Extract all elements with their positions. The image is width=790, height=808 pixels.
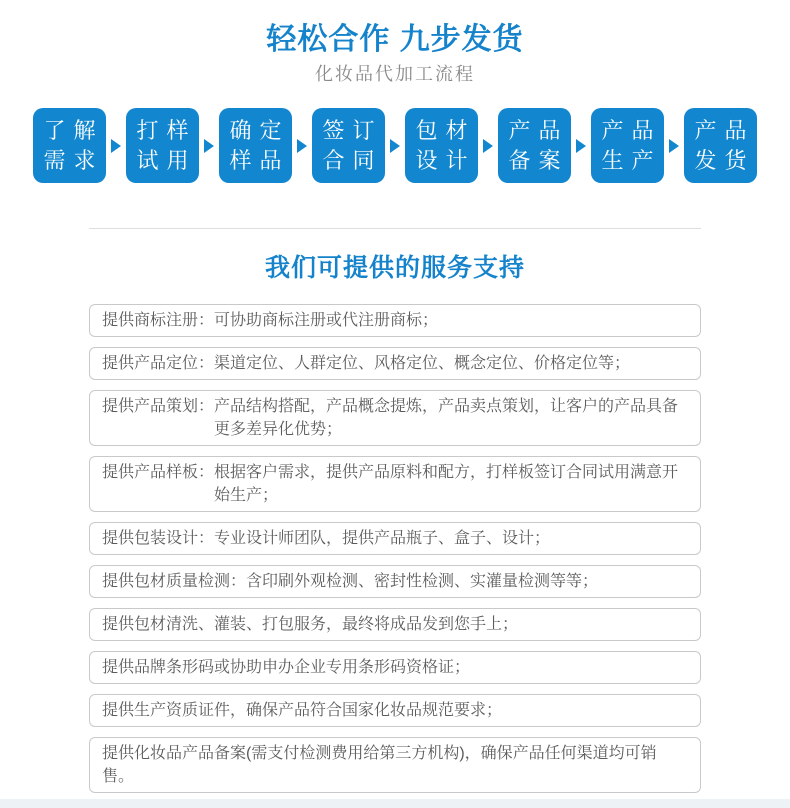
service-item xyxy=(89,694,701,727)
flow-step-5 xyxy=(405,108,478,183)
section-divider xyxy=(89,228,701,229)
service-item-text: 专业设计师团队，提供产品瓶子、盒子、设计； xyxy=(214,530,551,547)
arrow-right-icon xyxy=(111,139,121,153)
flow-step-text: 确定 xyxy=(229,117,290,143)
flow-step-text: 备案 xyxy=(508,147,569,173)
flow-step-8 xyxy=(684,108,757,183)
flow-step-text: 设计 xyxy=(415,147,476,173)
flow-step-7 xyxy=(591,108,664,183)
service-item xyxy=(89,522,701,555)
arrow-right-icon xyxy=(297,139,307,153)
service-item-label: 提供商标注册： xyxy=(102,312,215,329)
arrow-right-icon xyxy=(576,139,586,153)
services-list xyxy=(89,304,701,793)
service-item-text: 提供生产资质证件，确保产品符合国家化妆品规范要求； xyxy=(102,702,503,719)
service-item-text: 提供化妆品产品备案(需支付检测费用给第三方机构)，确保产品任何渠道均可销售。 xyxy=(102,745,657,785)
service-item xyxy=(89,737,701,793)
service-item-text: 提供品牌条形码或协助申办企业专用条形码资格证； xyxy=(102,659,471,676)
flow-step-text: 样品 xyxy=(229,147,290,173)
arrow-right-icon xyxy=(483,139,493,153)
flow-step-text: 合同 xyxy=(322,147,383,173)
flow-step-1 xyxy=(33,108,106,183)
service-item-text: 含印刷外观检测、密封性检测、实灌量检测等等； xyxy=(246,573,599,590)
flow-step-2 xyxy=(126,108,199,183)
flow-step-4 xyxy=(312,108,385,183)
page-title: 轻松合作 九步发货 xyxy=(266,23,524,56)
service-item xyxy=(89,651,701,684)
service-item xyxy=(89,390,701,446)
flow-step-text: 产品 xyxy=(601,117,662,143)
footer-strip xyxy=(0,799,790,808)
service-item-text: 提供包材清洗、灌装、打包服务，最终将成品发到您手上； xyxy=(102,616,519,633)
service-item-label: 提供产品策划： xyxy=(102,398,215,415)
service-item xyxy=(89,456,701,512)
flow-step-text: 产品 xyxy=(694,117,755,143)
flow-step-text: 包材 xyxy=(415,117,476,143)
service-item-text: 渠道定位、人群定位、风格定位、概念定位、价格定位等； xyxy=(214,355,631,372)
flow-step-text: 试用 xyxy=(136,147,197,173)
service-item xyxy=(89,304,701,337)
flow-step-text: 生产 xyxy=(601,147,662,173)
flow-step-text: 需求 xyxy=(43,147,104,173)
service-item-label: 提供包材质量检测： xyxy=(102,573,247,590)
service-item-text: 可协助商标注册或代注册商标； xyxy=(214,312,439,329)
service-item-label: 提供产品样板： xyxy=(102,464,215,481)
service-item-text: 产品结构搭配，产品概念提炼，产品卖点策划，让客户的产品具备更多差异化优势； xyxy=(214,398,679,438)
flow-step-3 xyxy=(219,108,292,183)
service-item xyxy=(89,565,701,598)
flow-step-text: 产品 xyxy=(508,117,569,143)
flow-step-text: 发货 xyxy=(694,147,755,173)
header xyxy=(0,0,790,85)
services-section-title: 我们可提供的服务支持 xyxy=(264,254,525,282)
arrow-right-icon xyxy=(390,139,400,153)
service-item-label: 提供产品定位： xyxy=(102,355,215,372)
flow-step-text: 打样 xyxy=(136,117,197,143)
process-flow xyxy=(0,108,790,183)
arrow-right-icon xyxy=(204,139,214,153)
arrow-right-icon xyxy=(669,139,679,153)
flow-step-text: 了解 xyxy=(43,117,104,143)
service-item-label: 提供包装设计： xyxy=(102,530,215,547)
service-item-text: 根据客户需求，提供产品原料和配方，打样板签订合同试用满意开始生产； xyxy=(214,464,679,504)
flow-step-text: 签订 xyxy=(322,117,383,143)
flow-step-6 xyxy=(498,108,571,183)
service-item xyxy=(89,347,701,380)
page-subtitle: 化妆品代加工流程 xyxy=(315,64,475,84)
service-item xyxy=(89,608,701,641)
